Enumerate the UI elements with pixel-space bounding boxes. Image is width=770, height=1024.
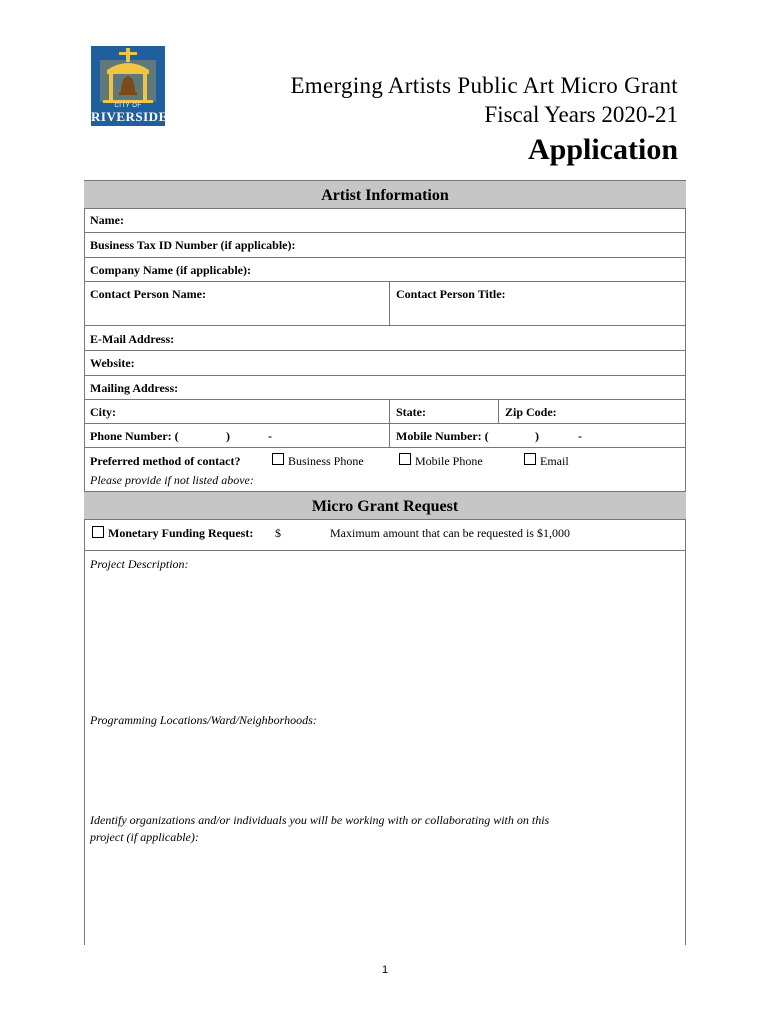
website-label: Website:: [90, 356, 135, 370]
contact-person-name-label: Contact Person Name:: [90, 287, 206, 301]
other-contact-note: Please provide if not listed above:: [90, 473, 254, 487]
row-divider: [84, 350, 686, 351]
email-checkbox[interactable]: [524, 453, 536, 465]
application-heading: Application: [527, 133, 678, 166]
programming-locations-label: Programming Locations/Ward/Neighborhoods:: [90, 713, 317, 727]
column-divider: [389, 281, 390, 325]
contact-person-title-label: Contact Person Title:: [396, 287, 506, 301]
row-divider: [84, 325, 686, 326]
micro-grant-request-heading: Micro Grant Request: [84, 492, 686, 519]
phone-number-label: Phone Number: (: [90, 429, 179, 443]
row-divider: [84, 550, 686, 551]
monetary-funding-label: Monetary Funding Request:: [108, 526, 254, 540]
state-label: State:: [396, 405, 426, 419]
collaborators-label-line1: Identify organizations and/or individuals you will be working with or collaborating with on this: [90, 813, 550, 827]
business-tax-id-label: Business Tax ID Number (if applicable):: [90, 238, 296, 252]
row-divider: [84, 208, 686, 209]
project-description-label: Project Description:: [90, 557, 189, 571]
row-divider: [84, 281, 686, 282]
monetary-funding-checkbox[interactable]: [92, 526, 104, 538]
row-divider: [84, 519, 686, 520]
document-title: Emerging Artists Public Art Micro Grant: [290, 73, 678, 98]
name-label: Name:: [90, 213, 124, 227]
page-number: 1: [381, 964, 389, 976]
logo-city-name: RIVERSIDE: [91, 109, 168, 124]
business-phone-checkbox[interactable]: [272, 453, 284, 465]
row-divider: [84, 447, 686, 448]
mobile-phone-option: Mobile Phone: [415, 454, 483, 468]
logo-city-of: CITY OF: [114, 103, 142, 109]
maximum-amount-note: Maximum amount that can be requested is $1,000: [330, 526, 570, 540]
row-divider: [84, 257, 686, 258]
row-divider: [84, 423, 686, 424]
collaborators-label-line2: project (if applicable):: [90, 830, 199, 844]
row-divider: [84, 399, 686, 400]
row-divider: [84, 232, 686, 233]
mobile-number-label: Mobile Number: (: [396, 429, 489, 443]
form-border-right: [685, 180, 686, 945]
business-phone-option: Business Phone: [288, 454, 364, 468]
phone-close-paren: ): [226, 429, 230, 443]
zip-code-label: Zip Code:: [505, 405, 557, 419]
form-border-left: [84, 180, 85, 945]
email-address-label: E-Mail Address:: [90, 332, 175, 346]
row-divider: [84, 375, 686, 376]
column-divider: [498, 399, 499, 423]
email-option: Email: [540, 454, 569, 468]
city-of-riverside-logo: [91, 46, 168, 126]
company-name-label: Company Name (if applicable):: [90, 263, 251, 277]
column-divider: [389, 399, 390, 423]
artist-information-heading: Artist Information: [84, 181, 686, 208]
fiscal-years: Fiscal Years 2020-21: [484, 102, 678, 127]
mobile-phone-checkbox[interactable]: [399, 453, 411, 465]
mailing-address-label: Mailing Address:: [90, 381, 179, 395]
bell-tower-icon: [91, 46, 165, 104]
mobile-dash: -: [578, 429, 582, 443]
column-divider: [389, 423, 390, 447]
preferred-contact-label: Preferred method of contact?: [90, 454, 241, 468]
mobile-close-paren: ): [535, 429, 539, 443]
dollar-sign: $: [275, 526, 281, 540]
city-label: City:: [90, 405, 116, 419]
application-form: [84, 180, 686, 945]
phone-dash: -: [268, 429, 272, 443]
